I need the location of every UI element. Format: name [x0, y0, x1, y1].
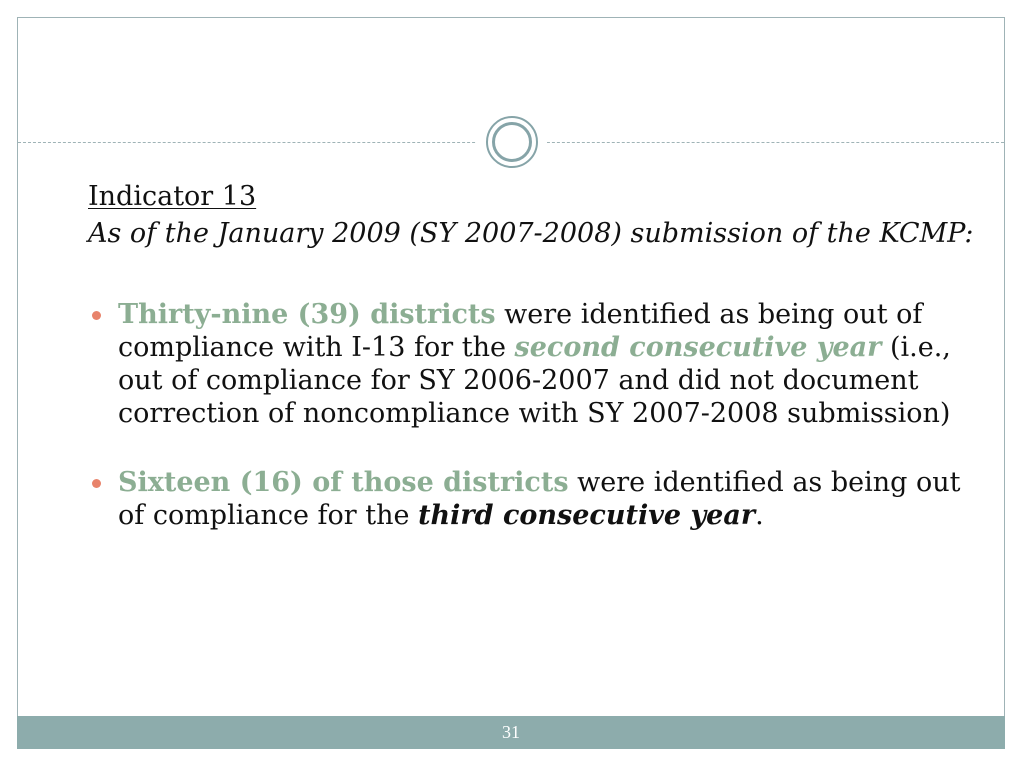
- footer-bar: [17, 716, 1005, 749]
- bullet-list: [88, 298, 988, 532]
- bullet-highlight: Thirty-nine (39) districts: [118, 299, 496, 330]
- slide-body: [88, 180, 988, 532]
- indicator-heading: Indicator 13: [88, 181, 257, 212]
- bullet-text-tail: (i.e., out of compliance for SY 2006-2007 and did not document correction of noncompliance with SY 2007-2008 submission): [118, 332, 951, 429]
- bullet-dot-icon: [92, 311, 101, 320]
- ornament-circle-icon: [486, 116, 538, 168]
- bullet-text-tail: .: [755, 500, 764, 531]
- page-number: 31: [502, 722, 520, 742]
- bullet-emphasis: third consecutive year: [418, 500, 756, 531]
- bullet-item-sixteen: [88, 466, 984, 532]
- bullet-item-thirty-nine: [88, 298, 984, 430]
- bullet-emphasis: second consecutive year: [514, 332, 882, 363]
- bullet-text: were identified as being out of compliance with I-13 for the: [118, 299, 923, 363]
- bullet-highlight: Sixteen (16) of those districts: [118, 467, 569, 498]
- submission-subheading: As of the January 2009 (SY 2007-2008) submission of the KCMP:: [88, 218, 974, 249]
- ornament-inner-ring: [492, 122, 532, 162]
- bullet-text: were identified as being out of compliance for the: [118, 467, 961, 531]
- bullet-dot-icon: [92, 479, 101, 488]
